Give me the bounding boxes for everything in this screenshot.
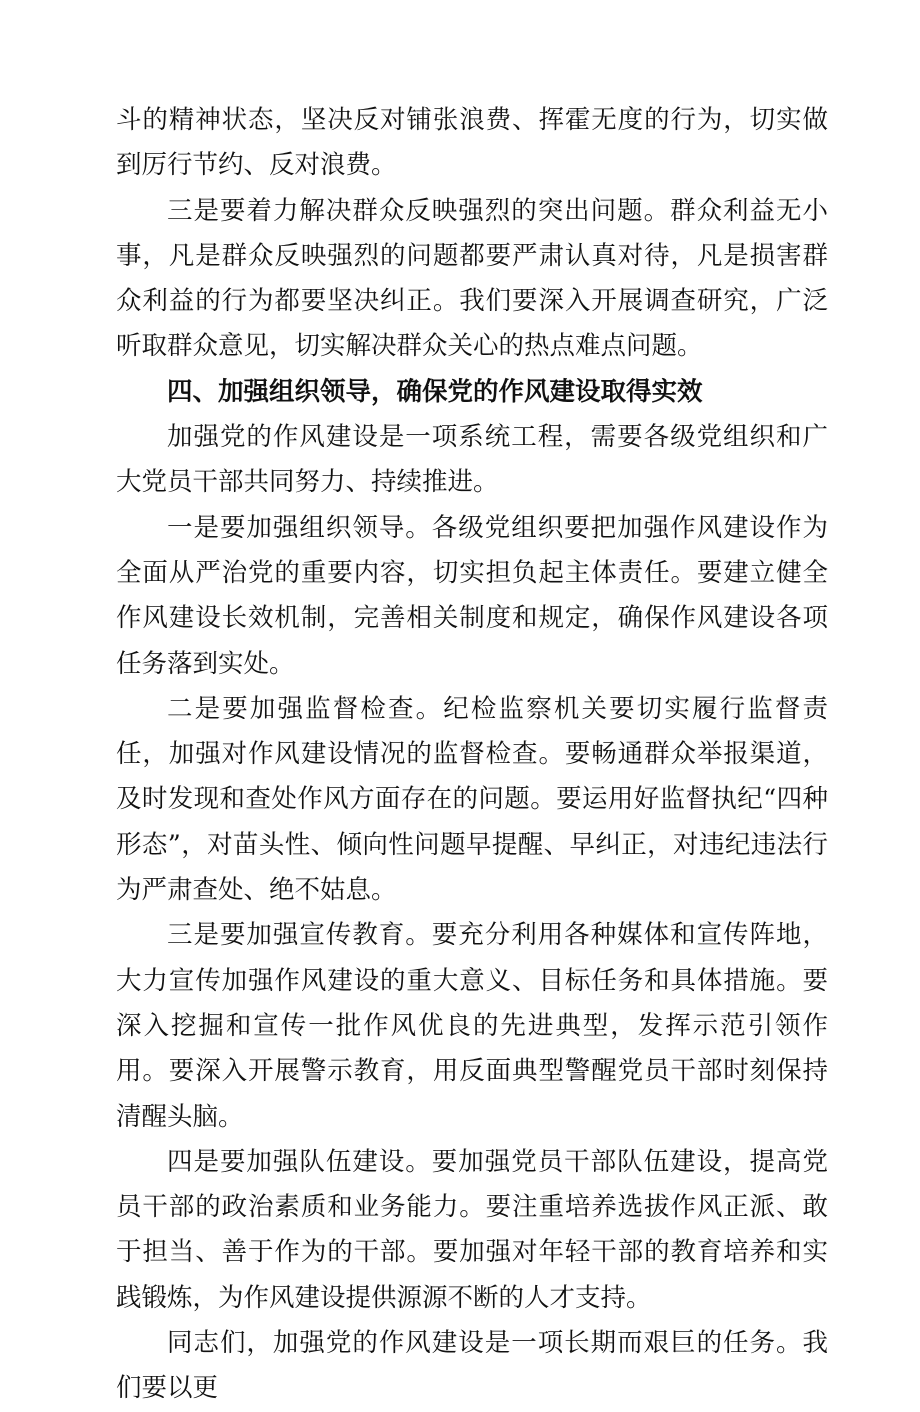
document-page — [116, 98, 828, 1412]
paragraph-team-building: 四是要加强队伍建设。要加强党员干部队伍建设，提高党员干部的政治素质和业务能力。要注重培养选拔作风正派、敢于担当、善于作为的干部。要加强对年轻干部的教育培养和实践锻炼，为作风建设提供源源不断的人才支持。 — [116, 1146, 828, 1313]
paragraph-publicity-education: 三是要加强宣传教育。要充分利用各种媒体和宣传阵地，大力宣传加强作风建设的重大意义、目标任务和具体措施。要深入挖掘和宣传一批作风优良的先进典型，发挥示范引领作用。要深入开展警示教育，用反面典型警醒党员干部时刻保持清醒头脑。 — [116, 920, 828, 1132]
paragraph-closing: 同志们，加强党的作风建设是一项长期而艰巨的任务。我们要以更 — [116, 1328, 828, 1404]
paragraph-solve-mass-issues: 三是要着力解决群众反映强烈的突出问题。群众利益无小事，凡是群众反映强烈的问题都要严肃认真对待，凡是损害群众利益的行为都要坚决纠正。我们要深入开展调查研究，广泛听取群众意见，切实解决群众关心的热点难点问题。 — [116, 195, 828, 362]
paragraph-continuation: 斗的精神状态，坚决反对铺张浪费、挥霍无度的行为，切实做到厉行节约、反对浪费。 — [116, 105, 828, 181]
paragraph-system-project: 加强党的作风建设是一项系统工程，需要各级党组织和广大党员干部共同努力、持续推进。 — [116, 422, 828, 498]
section-heading: 四、加强组织领导，确保党的作风建设取得实效 — [167, 376, 703, 407]
paragraph-organization-leadership: 一是要加强组织领导。各级党组织要把加强作风建设作为全面从严治党的重要内容，切实担负起主体责任。要建立健全作风建设长效机制，完善相关制度和规定，确保作风建设各项任务落到实处。 — [116, 512, 828, 679]
paragraph-supervision-inspection: 二是要加强监督检查。纪检监察机关要切实履行监督责任，加强对作风建设情况的监督检查。要畅通群众举报渠道，及时发现和查处作风方面存在的问题。要运用好监督执纪“四种形态”，对苗头性、倾向性问题早提醒、早纠正，对违纪违法行为严肃查处、绝不姑息。 — [116, 693, 828, 906]
